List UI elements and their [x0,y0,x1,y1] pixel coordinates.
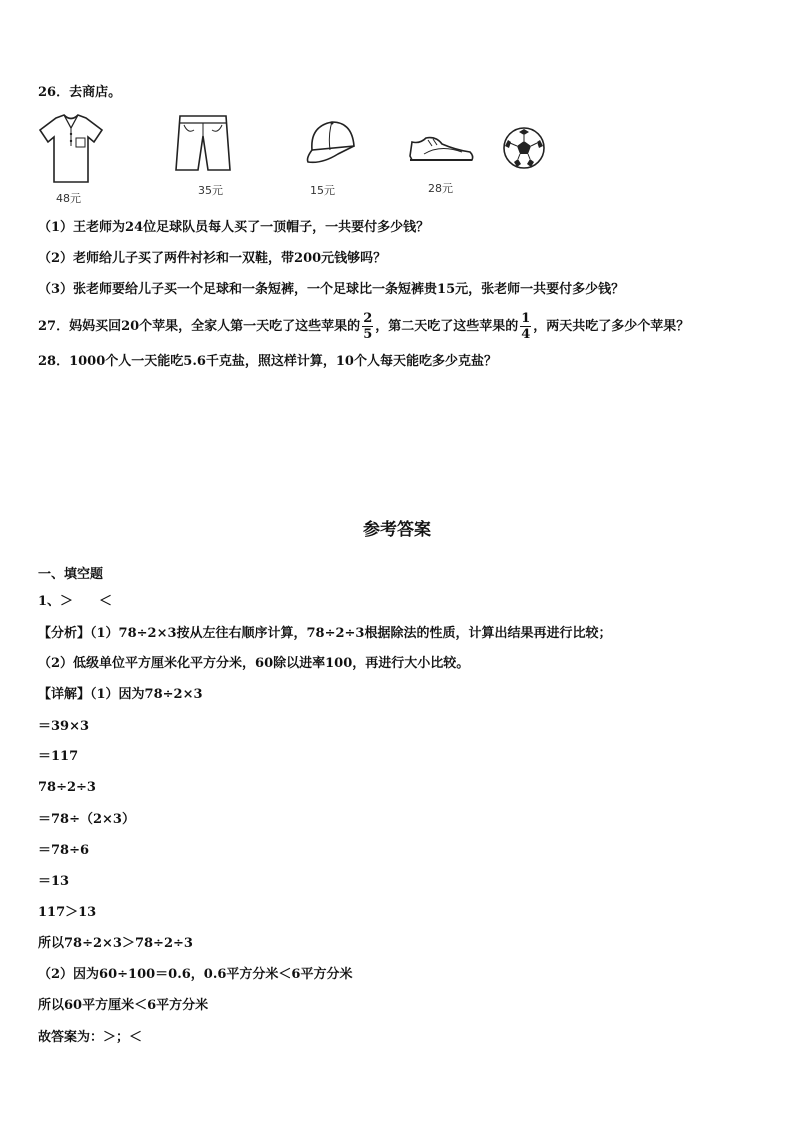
answer-line: 117＞13 [38,905,97,920]
fraction-denominator: 4 [521,327,531,342]
sneaker-icon [406,130,476,168]
shirt-price: 48元 [56,192,81,205]
shorts-price: 35元 [198,184,223,197]
shirt-item [36,112,106,204]
answer-line: 所以78÷2×3＞78÷2÷3 [38,936,193,951]
sneaker-price: 28元 [428,182,453,195]
cap-price: 15元 [310,184,335,197]
answer-line: ＝39×3 [38,719,90,734]
fraction-denominator: 5 [363,327,373,342]
shorts-item [172,112,236,198]
sneaker-item [406,130,478,196]
cap-icon [302,118,360,168]
answer-line: ＝117 [38,749,79,764]
answer-line: ＝78÷（2×3） [38,812,135,827]
answer-line: 所以60平方厘米＜6平方分米 [38,998,209,1013]
question-27-text-3: ，两天共吃了多少个苹果？ [533,319,690,334]
fraction-numerator: 2 [363,311,373,326]
section-heading: 一、填空题 [38,567,104,582]
answer-line: 78÷2÷3 [38,780,96,795]
answer-line: ＝78÷6 [38,843,90,858]
fraction-numerator: 1 [521,311,531,326]
answer-line: 【详解】（1）因为78÷2×3 [38,687,203,702]
answer-line: 【分析】（1）78÷2×3按从左往右顺序计算，78÷2÷3根据除法的性质，计算出结果再进行比较； [38,626,612,641]
question-27 [38,312,689,341]
question-26-part-1: （1）王老师为24位足球队员每人买了一顶帽子，一共要付多少钱？ [38,220,430,235]
soccer-ball-item [502,126,546,170]
question-27-text-2: ，第二天吃了这些苹果的 [375,319,519,334]
fraction-two-fifths [362,312,373,341]
answer-line: （2）低级单位平方厘米化平方分米，60除以进率100，再进行大小比较。 [38,656,470,671]
shorts-icon [172,112,234,174]
question-27-text-1: 27．妈妈买回20个苹果，全家人第一天吃了这些苹果的 [38,319,361,334]
answer-line: ＝13 [38,874,70,889]
question-26-title: 26．去商店。 [38,85,122,100]
question-26-part-3: （3）张老师要给儿子买一个足球和一条短裤，一个足球比一条短裤贵15元，张老师一共要付多少钱？ [38,282,625,297]
answer-line: （2）因为60÷100＝0.6，0.6平方分米＜6平方分米 [38,967,353,982]
shirt-icon [36,112,106,186]
soccer-ball-icon [502,126,546,170]
answer-line: 1、＞ ＜ [38,594,113,609]
answer-line: 故答案为：＞；＜ [38,1030,143,1045]
question-26-part-2: （2）老师给儿子买了两件衬衫和一双鞋，带200元钱够吗？ [38,251,387,266]
cap-item [302,118,362,198]
answers-title: 参考答案 [363,520,431,540]
question-28: 28．1000个人一天能吃5.6千克盐，照这样计算，10个人每天能吃多少克盐？ [38,354,497,369]
fraction-one-quarter [520,312,531,341]
